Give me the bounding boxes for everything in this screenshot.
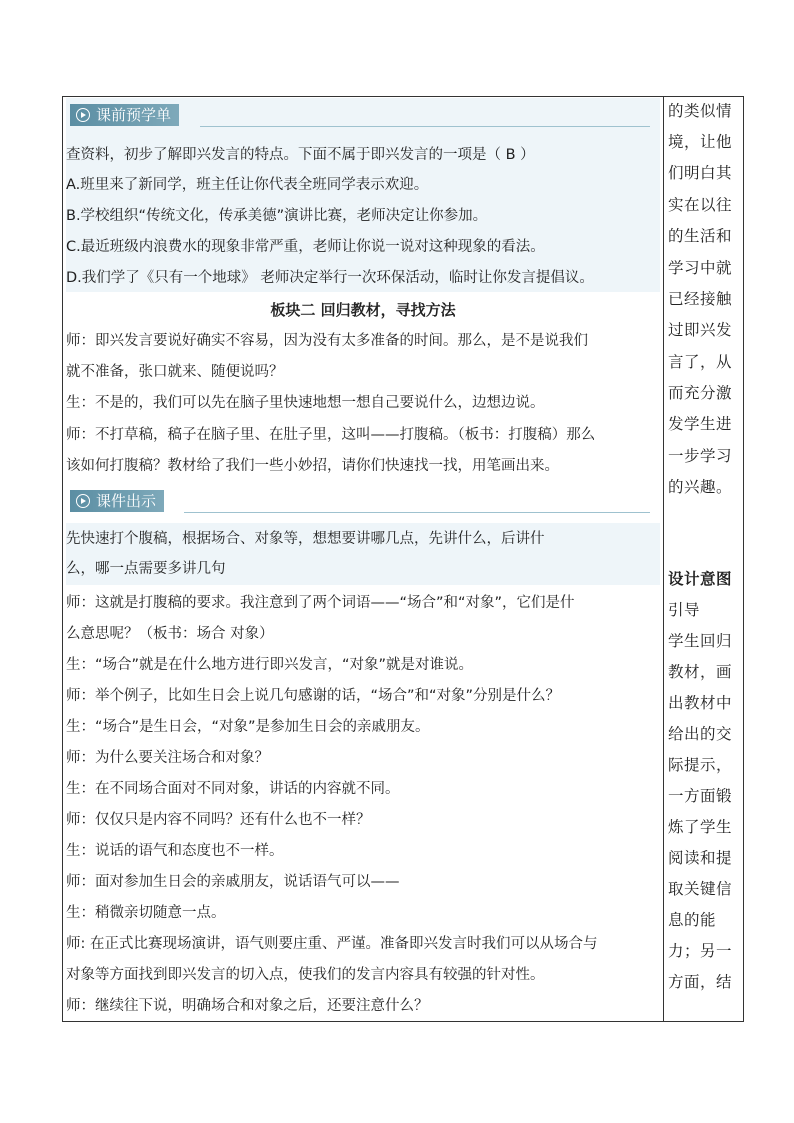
note-line: 已经接触 <box>668 290 733 308</box>
note-line: 力；另一 <box>668 942 733 960</box>
dialogue-line: 生：在不同场合面对不同对象，讲话的内容就不同。 <box>66 781 400 797</box>
dialogue-line: 生：说话的语气和态度也不一样。 <box>66 843 284 859</box>
dialogue-line: 生：稍微亲切随意一点。 <box>66 905 226 921</box>
column-divider <box>663 96 664 1022</box>
dialogue-line: 师：为什么要关注场合和对象？ <box>66 750 269 766</box>
note-line: 境，让他 <box>668 133 733 151</box>
dialogue-line: 师：即兴发言要说好确实不容易，因为没有太多准备的时间。那么，是不是说我们 <box>66 333 588 349</box>
note-line: 方面，结 <box>668 973 733 991</box>
dialogue-line: 对象等方面找到即兴发言的切入点，使我们的发言内容具有较强的针对性。 <box>66 967 545 983</box>
dialogue-line: 师: 在正式比赛现场演讲，语气则要庄重、严谨。准备即兴发言时我们可以从场合与 <box>66 936 598 952</box>
note-line: 学习中就 <box>668 259 733 277</box>
courseware-line: 么，哪一点需要多讲几句 <box>66 561 226 577</box>
dialogue-line: 师：面对参加生日会的亲戚朋友，说话语气可以—— <box>66 874 400 890</box>
note-line: 言了，从 <box>668 353 733 371</box>
note-line: 给出的交 <box>668 725 733 743</box>
courseware-header <box>70 490 164 512</box>
dialogue-line: 就不准备，张口就来、随便说吗？ <box>66 364 284 380</box>
pre-class-shade <box>66 98 660 292</box>
design-intent-title: 设计意图 <box>668 570 733 588</box>
option-d: D.我们学了《只有一个地球》 老师决定举行一次环保活动，临时让你发言提倡议。 <box>66 270 594 286</box>
note-line: 一方面锻 <box>668 787 733 805</box>
pre-class-header-label: 课前预学单 <box>96 106 172 124</box>
note-line: 学生回归 <box>668 632 733 650</box>
note-line: 们明白其 <box>668 164 733 182</box>
courseware-header-label: 课件出示 <box>96 492 157 510</box>
note-line: 教材，画 <box>668 663 733 681</box>
note-line: 而充分激 <box>668 384 733 402</box>
option-c: C.最近班级内浪费水的现象非常严重，老师让你说一说对这种现象的看法。 <box>66 239 545 255</box>
option-b: B.学校组织“传统文化，传承美德”演讲比赛，老师决定让你参加。 <box>66 208 488 224</box>
dialogue-line: 生：不是的，我们可以先在脑子里快速地想一想自己要说什么，边想边说。 <box>66 395 545 411</box>
note-line: 取关键信 <box>668 880 733 898</box>
note-line: 息的能 <box>668 911 717 929</box>
note-line: 的生活和 <box>668 227 733 245</box>
note-line: 阅读和提 <box>668 849 733 867</box>
courseware-line: 先快速打个腹稿，根据场合、对象等，想想要讲哪几点，先讲什么，后讲什 <box>66 531 545 547</box>
note-line: 炼了学生 <box>668 818 733 836</box>
question-text: 查资料，初步了解即兴发言的特点。下面不属于即兴发言的一项是（ B ） <box>66 147 535 163</box>
play-circle-icon <box>76 108 90 122</box>
note-line: 引导 <box>668 601 701 619</box>
play-circle-icon <box>76 494 90 508</box>
dialogue-line: 生：“场合”就是在什么地方进行即兴发言，“对象”就是对谁说。 <box>66 657 474 673</box>
dialogue-line: 师：不打草稿，稿子在脑子里、在肚子里，这叫——打腹稿。（板书：打腹稿）那么 <box>66 427 596 443</box>
note-line: 过即兴发 <box>668 321 733 339</box>
dialogue-line: 该如何打腹稿？教材给了我们一些小妙招，请你们快速找一找，用笔画出来。 <box>66 458 559 474</box>
option-a: A.班里来了新同学，班主任让你代表全班同学表示欢迎。 <box>66 177 429 193</box>
dialogue-line: 么意思呢？（板书：场合 对象） <box>66 626 274 642</box>
section-title: 板块二 回归教材，寻找方法 <box>270 301 456 319</box>
header-rule <box>184 512 650 513</box>
dialogue-line: 师：举个例子，比如生日会上说几句感谢的话，“场合”和“对象”分别是什么？ <box>66 688 561 704</box>
note-line: 的兴趣。 <box>668 478 733 496</box>
dialogue-line: 师：这就是打腹稿的要求。我注意到了两个词语——“场合”和“对象”，它们是什 <box>66 595 575 611</box>
dialogue-line: 生：“场合”是生日会，“对象”是参加生日会的亲戚朋友。 <box>66 719 430 735</box>
note-line: 出教材中 <box>668 694 733 712</box>
note-line: 际提示， <box>668 756 733 774</box>
dialogue-line: 师：仅仅只是内容不同吗？还有什么也不一样？ <box>66 812 371 828</box>
note-line: 实在以往 <box>668 196 733 214</box>
header-rule <box>200 126 650 127</box>
note-line: 发学生进 <box>668 415 733 433</box>
note-line: 的类似情 <box>668 102 733 120</box>
note-line: 一步学习 <box>668 447 733 465</box>
pre-class-header <box>70 104 179 126</box>
dialogue-line: 师：继续往下说，明确场合和对象之后，还要注意什么？ <box>66 998 429 1014</box>
